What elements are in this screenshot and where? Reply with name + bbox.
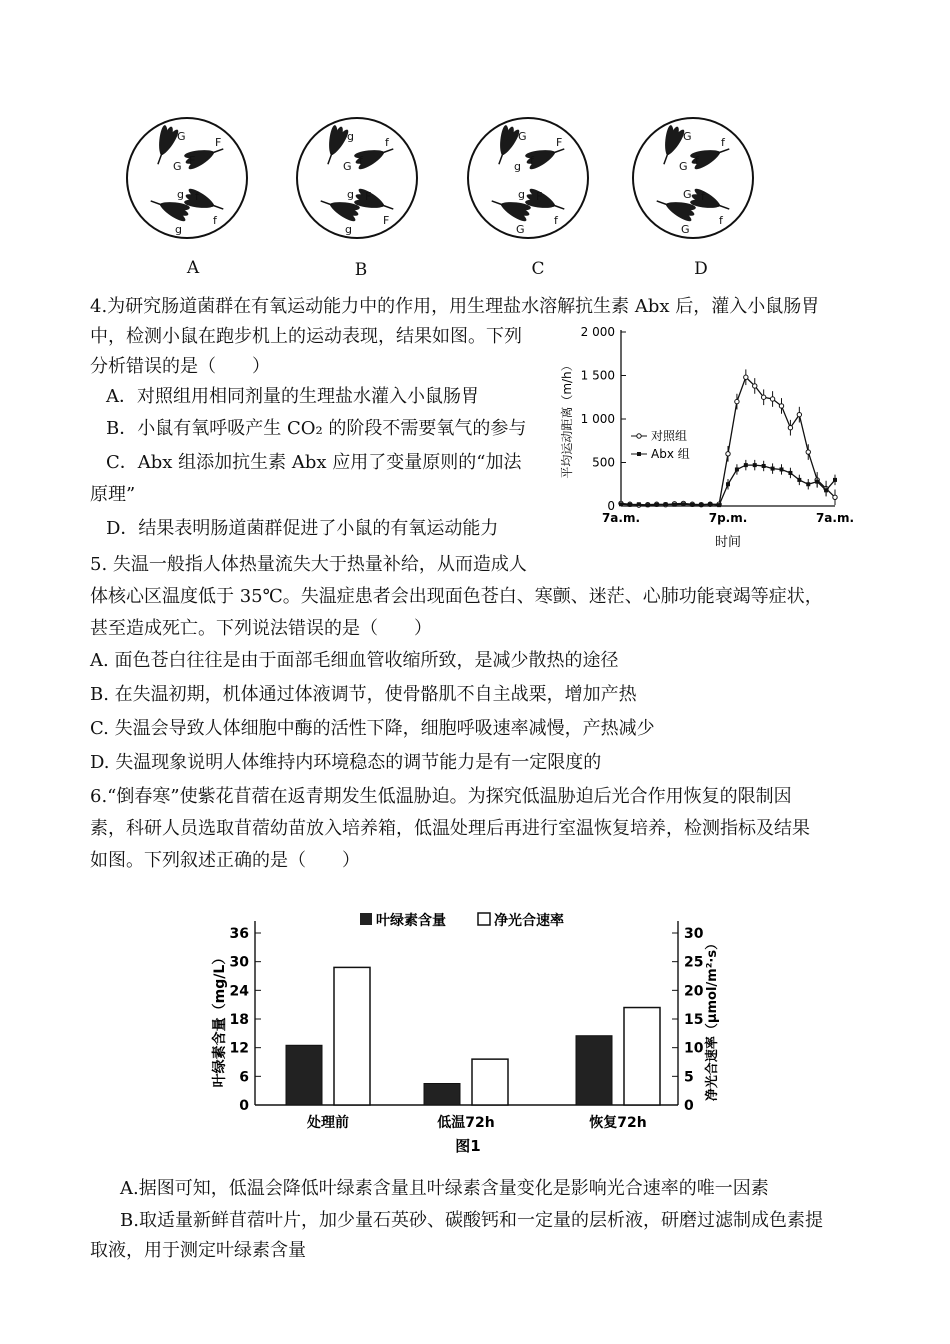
data-point (753, 384, 757, 388)
x-tick-label: 7a.m. (601, 511, 641, 525)
spindle-fiber (553, 149, 564, 153)
data-point (797, 478, 801, 482)
data-point (815, 480, 819, 484)
spindle-fiber (158, 153, 162, 164)
allele-label: G (516, 223, 525, 236)
bar-photosynthesis (624, 1008, 660, 1105)
bar-group (576, 1008, 660, 1105)
chromosome-pair (488, 191, 533, 225)
spindle-fiber (664, 153, 668, 164)
allele-label: F (365, 190, 372, 203)
cell-c (468, 118, 588, 238)
data-point (690, 503, 694, 507)
spindle-fiber (553, 205, 564, 209)
data-point (780, 467, 784, 471)
q6-stem-line3: 如图。下列叙述正确的是（ ） (90, 850, 360, 871)
bar-group (424, 1059, 508, 1105)
q5-stem-line2: 体核心区温度低于 35℃。失温症患者会出现面色苍白、寒颤、迷茫、心肺功能衰竭等症状， (90, 586, 823, 607)
spindle-fiber (718, 205, 729, 209)
data-point (779, 404, 783, 408)
legend-label: 叶绿素含量 (376, 913, 446, 929)
data-point (833, 478, 837, 482)
allele-label: f (213, 214, 217, 227)
cell-label-a: A (186, 258, 200, 278)
chlorophyll-photosynthesis-chart (200, 895, 740, 1165)
left-y-tick-label: 36 (229, 926, 249, 942)
spindle-fiber (212, 205, 223, 209)
data-point (744, 375, 748, 379)
allele-label: G (683, 188, 692, 201)
data-point (761, 395, 765, 399)
legend-marker (637, 452, 641, 456)
legend (360, 912, 564, 929)
y-tick-label: 2 000 (580, 325, 615, 339)
q6-option-b-line1: B.取适量新鲜苜蓿叶片，加少量石英砂、碳酸钙和一定量的层析液，研磨过滤制成色素提 (120, 1210, 823, 1231)
spindle-fiber (321, 201, 332, 205)
allele-label: g (345, 223, 352, 236)
data-point (637, 502, 641, 506)
right-y-tick-label: 30 (684, 926, 704, 942)
allele-label: G (177, 130, 186, 143)
allele-label: G (173, 160, 182, 173)
q4-option-d: D．结果表明肠道菌群促进了小鼠的有氧运动能力 (106, 518, 499, 539)
allele-label: g (347, 188, 354, 201)
q5-option-a: A. 面色苍白往往是由于面部毛细血管收缩所致，是减少散热的途径 (90, 650, 619, 671)
allele-label: F (536, 190, 543, 203)
allele-label: f (385, 136, 389, 149)
legend (631, 428, 690, 461)
bar-chlorophyll (576, 1036, 612, 1105)
allele-label: f (695, 154, 699, 167)
left-y-tick-label: 0 (239, 1098, 249, 1114)
q4-stem-line2: 中，检测小鼠在跑步机上的运动表现，结果如图。下列 (90, 326, 522, 347)
allele-label: f (195, 190, 199, 203)
bar-photosynthesis (472, 1059, 508, 1105)
data-point (673, 503, 677, 507)
allele-label: F (215, 136, 222, 149)
x-category-label: 处理前 (307, 1115, 349, 1131)
y-tick-label: 1 500 (580, 368, 615, 383)
x-tick-label: 7a.m. (815, 511, 855, 525)
chromosome-pair (317, 191, 362, 225)
data-point (806, 450, 810, 454)
y-tick-label: 1 000 (580, 412, 615, 426)
allele-label: G (343, 160, 352, 173)
right-y-tick-label: 10 (684, 1040, 704, 1057)
data-point (744, 463, 748, 467)
q5-option-b: B. 在失温初期，机体通过体液调节，使骨骼肌不自主战栗，增加产热 (90, 684, 637, 705)
bar-photosynthesis (334, 967, 370, 1105)
q4-option-c-line1: C．Abx 组添加抗生素 Abx 应用了变量原则的“加法 (106, 452, 522, 473)
data-point (628, 503, 632, 507)
spindle-fiber (212, 149, 223, 153)
spindle-fiber (718, 149, 729, 153)
chromosome-pair (147, 191, 192, 225)
chromosome-pair (352, 185, 397, 219)
bar-chlorophyll (286, 1045, 322, 1105)
spindle-fiber (492, 201, 503, 205)
data-point (717, 503, 721, 507)
data-point (824, 488, 828, 492)
cell-d (633, 118, 753, 238)
left-y-tick-label: 30 (229, 954, 249, 971)
q6-option-a: A.据图可知，低温会降低叶绿素含量且叶绿素含量变化是影响光合速率的唯一因素 (120, 1178, 769, 1199)
q6-stem-line2: 素，科研人员选取苜蓿幼苗放入培养箱，低温处理后再进行室温恢复培养，检测指标及结果 (90, 818, 810, 839)
q4-stem-line3: 分析错误的是（ ） (90, 356, 270, 377)
data-point (708, 502, 712, 506)
cell-label-b: B (354, 260, 368, 280)
right-y-tick-label: 0 (684, 1098, 694, 1114)
allele-label: F (383, 214, 390, 227)
x-category-label: 恢复72h (589, 1115, 647, 1131)
data-point (788, 471, 792, 475)
data-point (753, 463, 757, 467)
left-y-tick-label: 12 (229, 1040, 249, 1057)
q4-stem-line1: 4.为研究肠道菌群在有氧运动能力中的作用，用生理盐水溶解抗生素 Abx 后，灌入小鼠肠胃 (90, 296, 820, 317)
y-axis-label: 平均运动距离（m/h） (560, 359, 574, 479)
q4-option-a: A．对照组用相同剂量的生理盐水灌入小鼠肠胃 (106, 386, 479, 407)
spindle-fiber (657, 201, 668, 205)
chromosome-pair (182, 185, 227, 219)
legend-swatch (360, 913, 372, 925)
chart-title: 图1 (455, 1137, 481, 1155)
q5-option-d: D. 失温现象说明人体维持内环境稳态的调节能力是有一定限度的 (90, 752, 602, 773)
data-point (788, 426, 792, 430)
data-point (735, 467, 739, 471)
allele-label: f (719, 214, 723, 227)
allele-label: g (514, 160, 521, 173)
q6-stem-line1: 6.“倒春寒”使紫花苜蓿在返青期发生低温胁迫。为探究低温胁迫后光合作用恢复的限制因 (90, 786, 792, 807)
q4-option-c-line2: 原理” (90, 484, 136, 505)
data-point (833, 495, 837, 499)
cell-a (127, 118, 247, 238)
left-y-tick-label: 24 (229, 983, 249, 1000)
allele-label: f (701, 190, 705, 203)
allele-label: f (359, 154, 363, 167)
chromosome-pair (688, 185, 733, 219)
allele-label: f (530, 154, 534, 167)
allele-label: f (554, 214, 558, 227)
cell-membrane (127, 118, 247, 238)
spindle-fiber (382, 149, 393, 153)
right-y-tick-label: 20 (684, 983, 704, 1000)
right-y-axis-label: 净光合速率（μmol/m²·s） (705, 936, 720, 1102)
cell-diagrams-svg (0, 100, 950, 260)
data-point (726, 452, 730, 456)
data-point (664, 502, 668, 506)
y-tick-label: 0 (607, 499, 615, 513)
allele-label: G (683, 130, 692, 143)
right-y-tick-label: 15 (684, 1012, 704, 1028)
left-y-axis-label: 叶绿素含量（mg/L） (212, 950, 228, 1088)
allele-label: F (556, 136, 563, 149)
right-y-tick-label: 5 (684, 1069, 694, 1086)
data-point (699, 503, 703, 507)
data-point (726, 482, 730, 486)
cell-membrane (297, 118, 417, 238)
q4-option-b: B．小鼠有氧呼吸产生 CO₂ 的阶段不需要氧气的参与 (106, 418, 527, 439)
allele-label: F (189, 154, 196, 167)
chromosome-pair (523, 185, 568, 219)
bar-chlorophyll (424, 1084, 460, 1106)
allele-label: f (721, 136, 725, 149)
allele-label: g (518, 188, 525, 201)
cell-label-c: C (531, 259, 545, 279)
y-tick-label: 500 (592, 455, 615, 470)
right-y-tick-label: 25 (684, 954, 704, 971)
series-abx (619, 460, 837, 507)
legend-marker (637, 434, 641, 438)
allele-label: g (175, 223, 182, 236)
allele-label: g (177, 188, 184, 201)
legend-label: Abx 组 (651, 447, 690, 461)
cell-label-d: D (694, 259, 708, 279)
data-point (681, 502, 685, 506)
q5-stem-line3: 甚至造成死亡。下列说法错误的是（ ） (90, 618, 432, 639)
data-point (771, 467, 775, 471)
allele-label: G (681, 223, 690, 236)
q5-option-c: C. 失温会导致人体细胞中酶的活性下降，细胞呼吸速率减慢，产热减少 (90, 718, 655, 739)
left-y-tick-label: 6 (239, 1069, 249, 1086)
spindle-fiber (151, 201, 162, 205)
legend-swatch (478, 913, 490, 925)
legend-label: 净光合速率 (494, 913, 564, 929)
x-category-label: 低温72h (437, 1115, 495, 1131)
spindle-fiber (382, 205, 393, 209)
data-point (770, 397, 774, 401)
cell-b (297, 118, 417, 238)
data-point (735, 399, 739, 403)
data-point (806, 482, 810, 486)
legend-label: 对照组 (651, 429, 688, 443)
data-point (619, 502, 623, 506)
q6-option-b-line2: 取液，用于测定叶绿素含量 (90, 1240, 306, 1261)
allele-label: G (518, 130, 527, 143)
allele-label: g (347, 130, 354, 143)
running-distance-chart (555, 322, 855, 554)
data-point (646, 503, 650, 507)
allele-label: G (679, 160, 688, 173)
left-y-tick-label: 18 (229, 1012, 249, 1028)
cell-membrane (633, 118, 753, 238)
data-point (797, 412, 801, 416)
spindle-fiber (328, 153, 332, 164)
x-axis-label: 时间 (714, 535, 742, 550)
q5-stem-line1: 5. 失温一般指人体热量流失大于热量补给，从而造成人 (90, 554, 527, 575)
data-point (655, 503, 659, 507)
data-point (762, 464, 766, 468)
cell-membrane (468, 118, 588, 238)
x-tick-label: 7p.m. (708, 511, 748, 525)
spindle-fiber (499, 153, 503, 164)
bar-group (286, 967, 370, 1105)
